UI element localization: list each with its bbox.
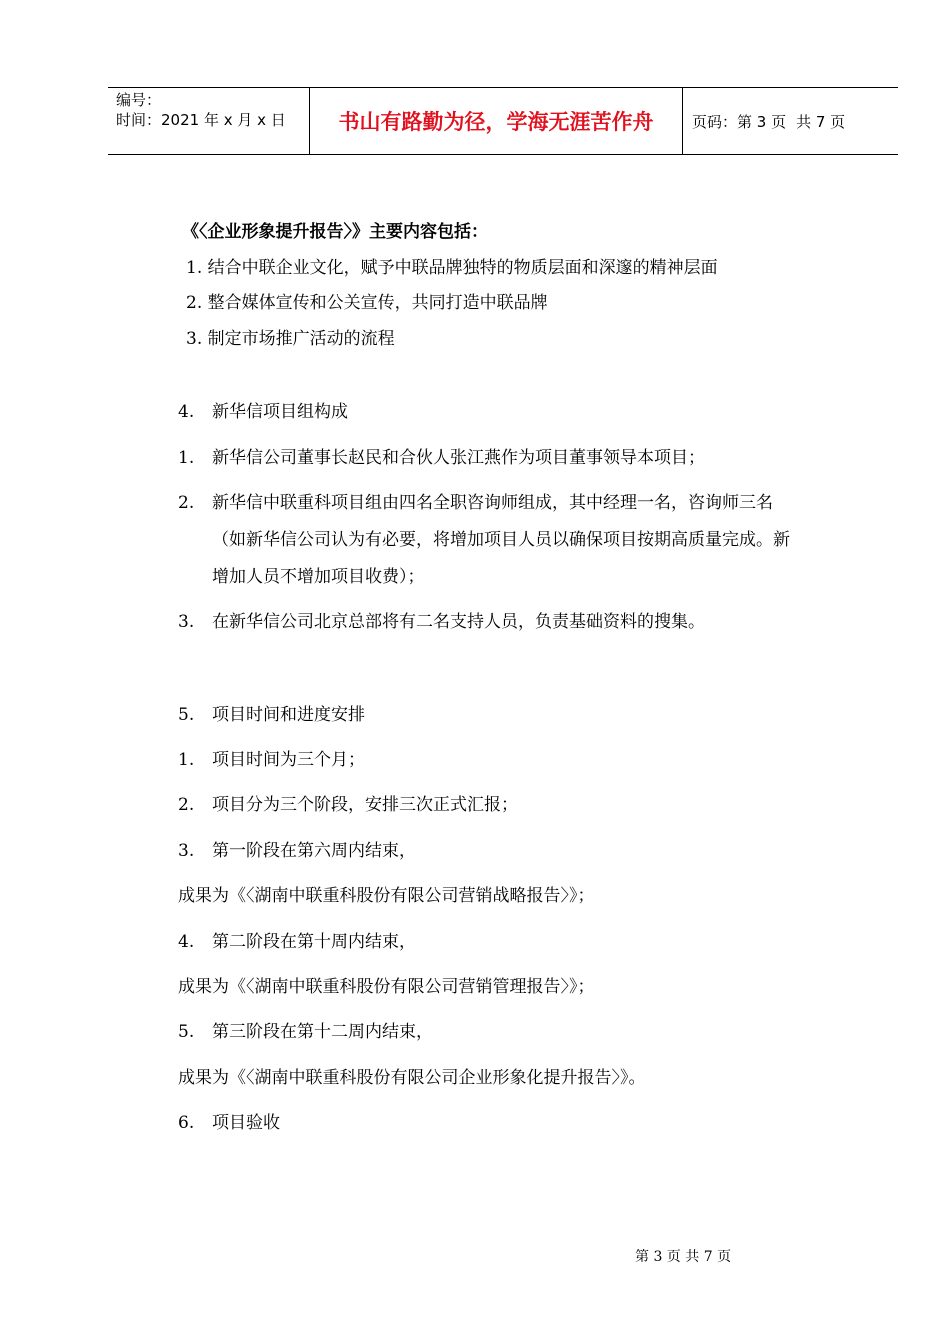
item-number: 5. [178,1022,195,1042]
item-text-continued: （如新华信公司认为有必要，将增加项目人员以确保项目按期高质量完成。新 [212,530,790,550]
list-item [178,1021,433,1043]
list-item [178,611,705,633]
item-text: 第一阶段在第六周内结束， [212,841,416,861]
item-text: 项目时间为三个月； [212,750,365,770]
header-motto-cell [309,88,683,154]
section-6-heading [178,1112,280,1134]
item-text: 新华信公司董事长赵民和合伙人张江燕作为项目董事领导本项目； [212,448,705,468]
list-item [178,749,365,771]
list-item [178,492,773,514]
report-item-3: 3. 制定市场推广活动的流程 [186,329,395,349]
list-item [178,794,518,816]
deliverable-text: 成果为《〈湖南中联重科股份有限公司营销战略报告〉》； [178,886,595,906]
item-text: 在新华信公司北京总部将有二名支持人员，负责基础资料的搜集。 [212,612,705,632]
header-meta [108,88,309,154]
report-contents-heading: 《〈企业形象提升报告〉》主要内容包括： [182,222,488,242]
header-page-total: 共 7 页 [796,112,846,131]
document-number: 编号： [116,91,162,109]
section-number: 4. [178,402,195,422]
deliverable-text: 成果为《〈湖南中联重科股份有限公司营销管理报告〉》； [178,977,595,997]
item-text: 新华信中联重科项目组由四名全职咨询师组成，其中经理一名，咨询师三名 [212,493,773,513]
list-item [178,931,416,953]
report-item-1: 1. 结合中联企业文化，赋予中联品牌独特的物质层面和深邃的精神层面 [186,258,718,278]
item-number: 1. [178,448,195,468]
deliverable-text: 成果为《〈湖南中联重科股份有限公司企业形象化提升报告〉》。 [178,1068,646,1088]
header-page-number: 页码：第 3 页 [692,112,787,131]
item-number: 2. [178,795,195,815]
header-motto: 书山有路勤为径，学海无涯苦作舟 [338,110,654,134]
section-5-heading [178,704,365,726]
section-number: 6. [178,1113,195,1133]
item-text-continued: 增加人员不增加项目收费）； [212,567,425,587]
document-date: 时间：2021 年 x 月 x 日 [116,111,286,129]
section-title: 项目时间和进度安排 [212,705,365,725]
section-title: 项目验收 [212,1113,280,1133]
item-number: 1. [178,750,195,770]
list-item [178,840,416,862]
section-4-heading [178,401,348,423]
section-title: 新华信项目组构成 [212,402,348,422]
item-text: 第二阶段在第十周内结束， [212,932,416,952]
section-number: 5. [178,705,195,725]
list-item [178,447,705,469]
item-text: 项目分为三个阶段，安排三次正式汇报； [212,795,518,815]
page-header [108,87,898,155]
item-number: 3. [178,612,195,632]
item-text: 第三阶段在第十二周内结束， [212,1022,433,1042]
header-page-info [683,88,898,154]
item-number: 2. [178,493,195,513]
item-number: 4. [178,932,195,952]
item-number: 3. [178,841,195,861]
report-item-2: 2. 整合媒体宣传和公关宣传，共同打造中联品牌 [186,293,548,313]
page-footer: 第 3 页 共 7 页 [635,1249,732,1265]
